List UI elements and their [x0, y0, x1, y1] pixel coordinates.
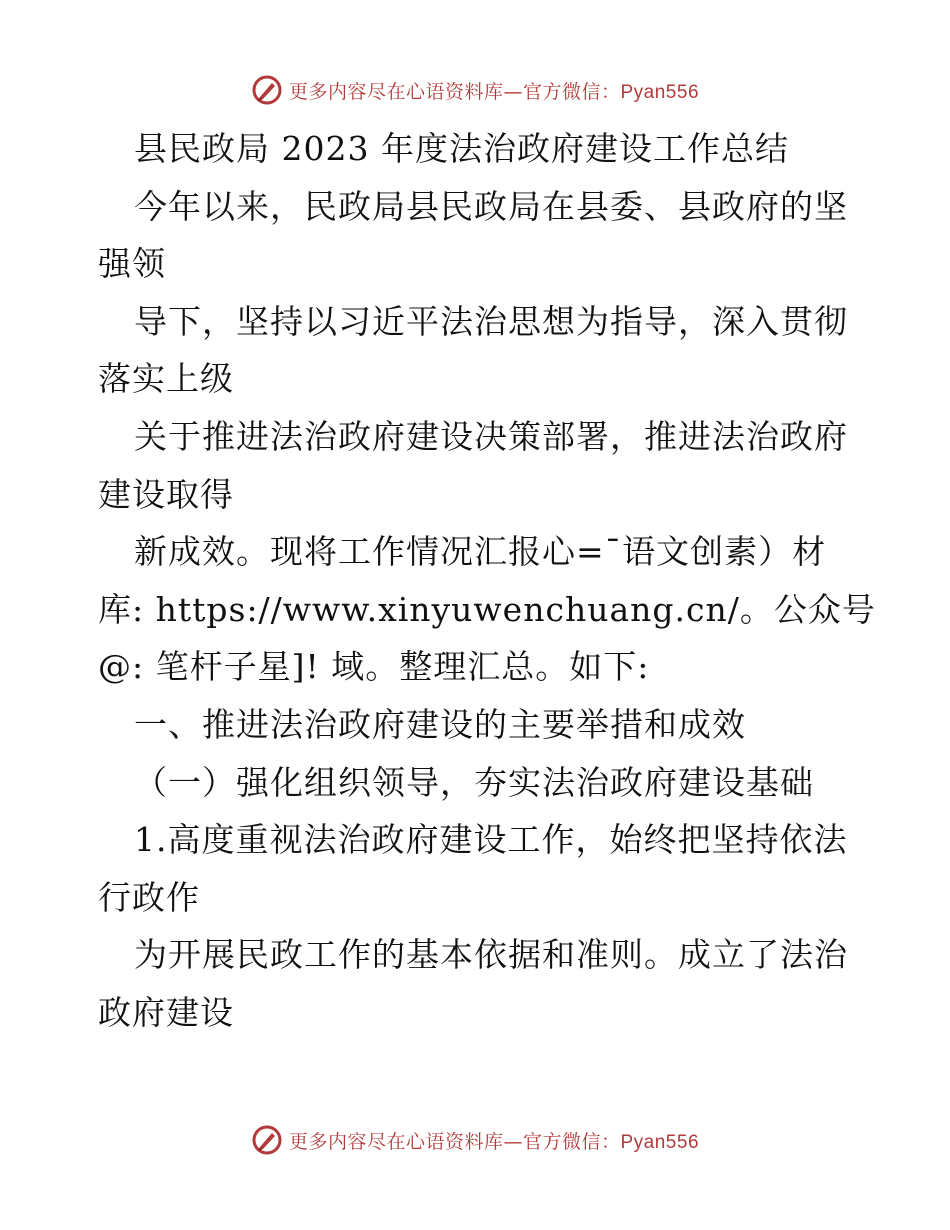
paragraph-line: 关于推进法治政府建设决策部署，推进法治政府	[134, 416, 848, 456]
document-body	[98, 120, 876, 1042]
header-banner	[0, 70, 950, 110]
paragraph-line: 行政作	[98, 877, 200, 917]
footer-banner-text: 更多内容尽在心语资料库—官方微信：Pyan556	[288, 1130, 700, 1153]
document-title: 县民政局 2023 年度法治政府建设工作总结	[134, 129, 789, 168]
paragraph-line: 落实上级	[98, 359, 234, 399]
header-wechat-id: Pyan556	[620, 81, 700, 103]
paragraph-line: 今年以来，民政局县民政局在县委、县政府的坚	[134, 186, 848, 226]
paragraph-line: 库: https://www.xinyuwenchuang.cn/。公众号	[98, 589, 876, 629]
pen-logo-icon	[251, 1124, 283, 1156]
paragraph-line: 导下，坚持以习近平法治思想为指导，深入贯彻	[134, 301, 848, 341]
paragraph-line: 新成效。现将工作情况汇报心=¯语文创素）材	[134, 532, 827, 572]
pen-logo-icon	[251, 74, 283, 106]
paragraph-line: 强领	[98, 244, 166, 284]
paragraph-line: 建设取得	[98, 474, 234, 514]
header-banner-text: 更多内容尽在心语资料库—官方微信：Pyan556	[288, 80, 700, 103]
paragraph-line: 1.高度重视法治政府建设工作，始终把坚持依法	[134, 820, 848, 860]
subsection-heading: （一）强化组织领导，夯实法治政府建设基础	[134, 762, 814, 802]
paragraph-line: @: 笔杆子星]! 域。整理汇总。如下:	[98, 647, 650, 687]
footer-wechat-id: Pyan556	[620, 1131, 700, 1153]
paragraph-line: 为开展民政工作的基本依据和准则。成立了法治	[134, 935, 848, 975]
section-heading: 一、推进法治政府建设的主要举措和成效	[134, 704, 746, 744]
footer-banner	[0, 1120, 950, 1160]
paragraph-line: 政府建设	[98, 992, 234, 1032]
